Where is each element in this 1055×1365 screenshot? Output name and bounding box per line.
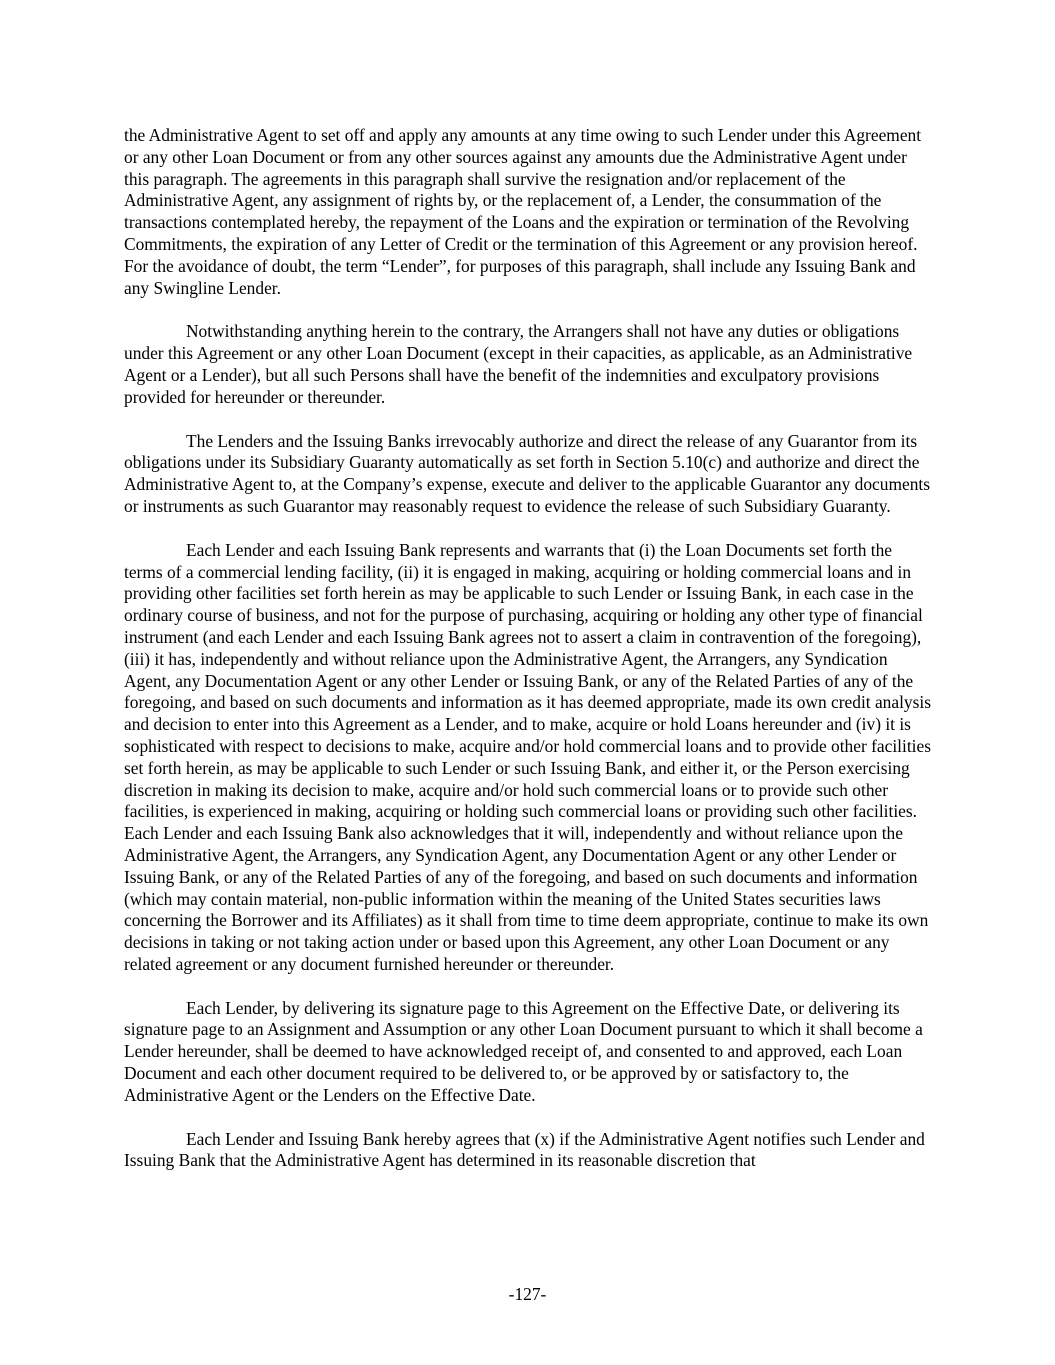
page-number: -127- [508,1284,547,1304]
paragraph-erroneous-payment: Each Lender and Issuing Bank hereby agrees that (x) if the Administrative Agent notifies such Lender and Issuing Bank that the Administrative Agent has determined in its reasonable discretion that [124,1128,925,1171]
paragraph-lender-representations: Each Lender and each Issuing Bank represents and warrants that (i) the Loan Documents set forth the terms of a commercial lending facility, (ii) it is engaged in making, acquiring or holding commercial loans and in providing other facilities set forth herein as may be applicable to such Lender or Issuing Bank, in each case in the ordinary course of business, and not for the purpose of purchasing, acquiring or holding any other type of financial instrument (and each Lender and each Issuing Bank agrees not to assert a claim in contravention of the foregoing), (iii) it has, independently and without reliance upon the Administrative Agent, the Arrangers, any Syndication Agent, any Documentation Agent or any other Lender or Issuing Bank, or any of the Related Parties of any of the foregoing, and based on such documents and information as it has deemed appropriate, made its own credit analysis and decision to enter into this Agreement as a Lender, and to make, acquire or hold Loans hereunder and (iv) it is sophisticated with respect to decisions to make, acquire and/or hold commercial loans and to provide other facilities set forth herein, as may be applicable to such Lender or such Issuing Bank, and either it, or the Person exercising discretion in making its decision to make, acquire and/or hold such commercial loans or to provide such other facilities, is experienced in making, acquiring or holding such commercial loans or providing such other facilities. Each Lender and each Issuing Bank also acknowledges that it will, independently and without reliance upon the Administrative Agent, the Arrangers, any Syndication Agent, any Documentation Agent or any other Lender or Issuing Bank, or any of the Related Parties of any of the foregoing, and based on such documents and information (which may contain material, non-public information within the meaning of the United States securities laws concerning the Borrower and its Affiliates) as it shall from time to time deem appropriate, continue to make its own decisions in taking or not taking action under or based upon this Agreement, any other Loan Document or any related agreement or any document furnished hereunder or thereunder. [124,539,931,974]
paragraph-guarantor-release: The Lenders and the Issuing Banks irrevocably authorize and direct the release of any Guarantor from its obligations under its Subsidiary Guaranty automatically as set forth in Section 5.10(c) and authorize and direct the Administrative Agent to, at the Company’s expense, execute and deliver to the applicable Guarantor any documents or instruments as such Guarantor may reasonably request to evidence the release of such Subsidiary Guaranty. [124,430,931,516]
paragraph-setoff-continuation: the Administrative Agent to set off and apply any amounts at any time owing to such Lender under this Agreement or any other Loan Document or from any other sources against any amounts due the Administrative Agent under this paragraph. The agreements in this paragraph shall survive the resignation and/or replacement of the Administrative Agent, any assignment of rights by, or the replacement of, a Lender, the consummation of the transactions contemplated hereby, the repayment of the Loans and the expiration or termination of the Revolving Commitments, the expiration of any Letter of Credit or the termination of this Agreement or any provision hereof. For the avoidance of doubt, the term “Lender”, for purposes of this paragraph, shall include any Issuing Bank and any Swingline Lender. [124,125,922,298]
paragraph-signature-acknowledgment: Each Lender, by delivering its signature page to this Agreement on the Effective Date, or delivering its signature page to an Assignment and Assumption or any other Loan Document pursuant to which it shall become a Lender hereunder, shall be deemed to have acknowledged receipt of, and consented to and approved, each Loan Document and each other document required to be delivered to, or be approved by or satisfactory to, the Administrative Agent or the Lenders on the Effective Date. [124,997,923,1105]
document-page [124,125,932,1194]
paragraph-arrangers-duties: Notwithstanding anything herein to the contrary, the Arrangers shall not have any duties or obligations under this Agreement or any other Loan Document (except in their capacities, as applicable, as an Administrative Agent or a Lender), but all such Persons shall have the benefit of the indemnities and exculpatory provisions provided for hereunder or thereunder. [124,321,913,407]
